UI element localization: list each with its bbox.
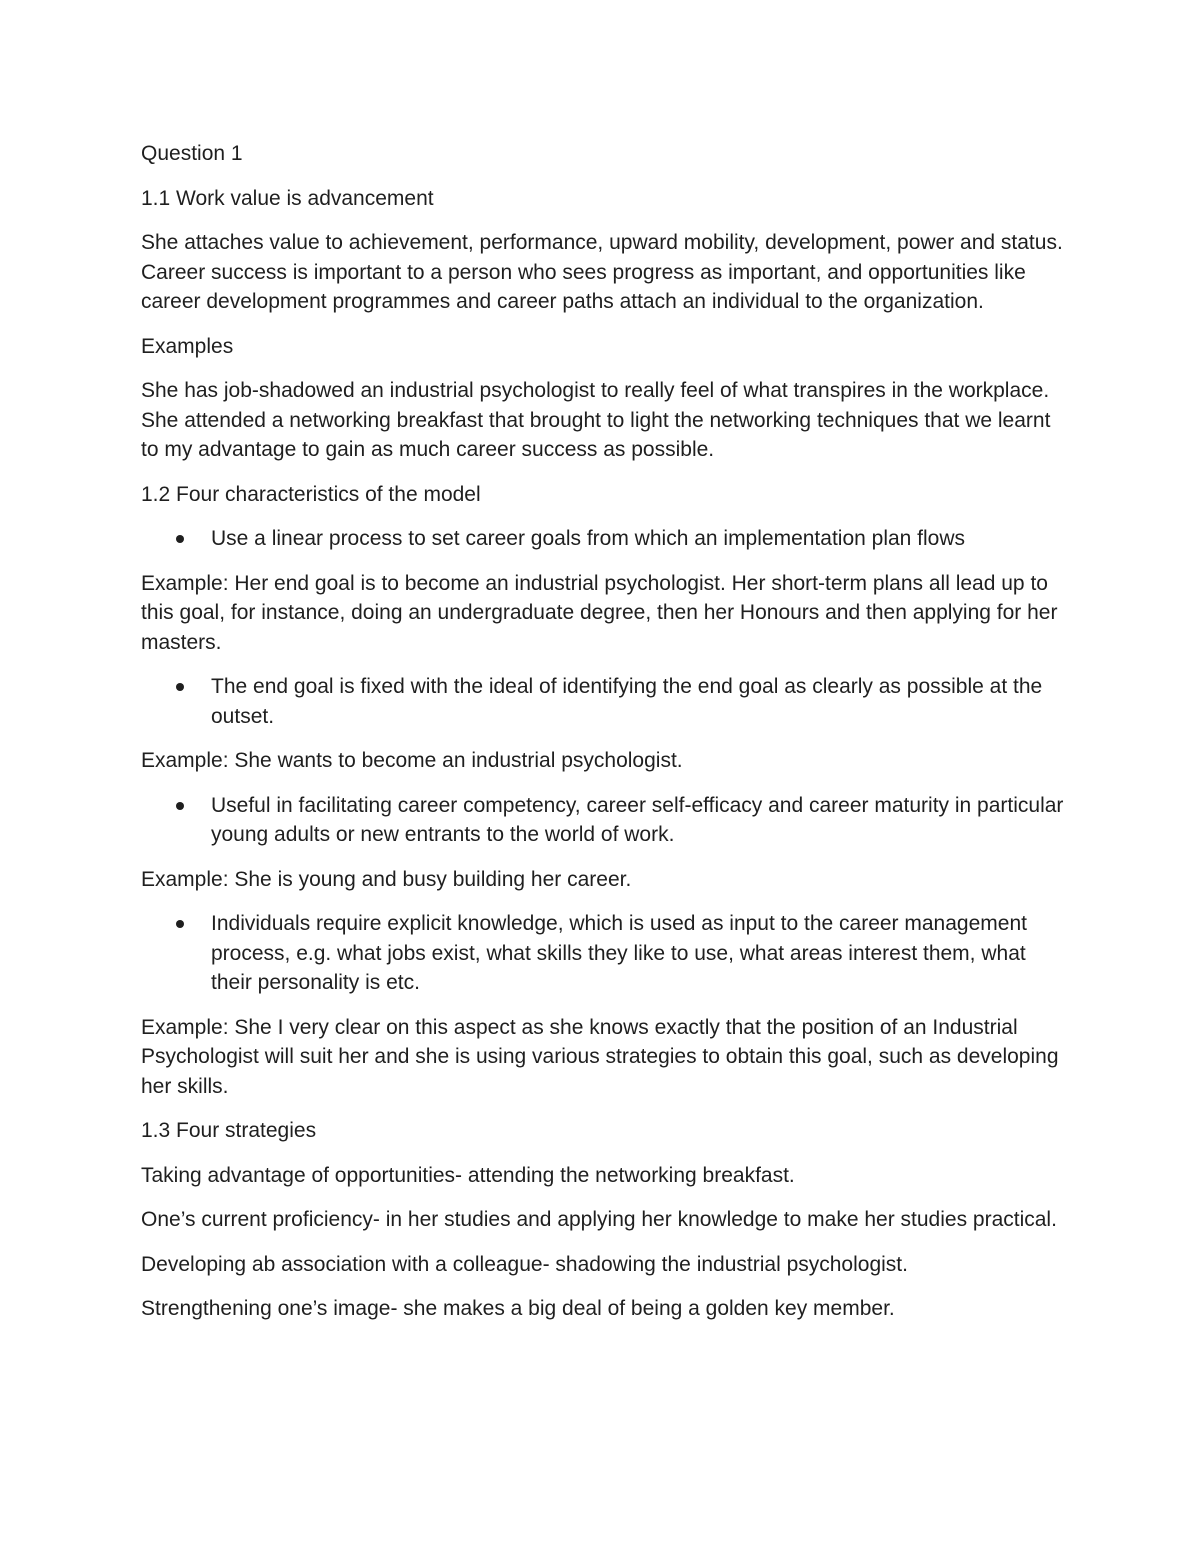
example-paragraph: Example: She wants to become an industrial psychologist. [141,749,683,772]
bullet-text: The end goal is fixed with the ideal of identifying the end goal as clearly as possible at the outset. [211,675,1043,728]
document-page [141,139,1071,1339]
bullet-icon [176,535,184,543]
section-heading-1-3: 1.3 Four strategies [141,1119,317,1142]
strategy-paragraph: Taking advantage of opportunities- attending the networking breakfast. [141,1163,795,1187]
question-heading: Question 1 [141,142,243,165]
example-paragraph: Example: She I very clear on this aspect as she knows exactly that the position of an Industrial Psychologist will suit her and she is using various strategies to obtain this goal, such as developing her skills. [141,1015,1059,1098]
bullet-text: Individuals require explicit knowledge, which is used as input to the career management process, e.g. what jobs exist, what skills they like to use, what areas interest them, what their personality is etc. [211,912,1027,994]
bullet-item [141,524,1071,554]
strategy-paragraph: One’s current proficiency- in her studies and applying her knowledge to make her studies practical. [141,1208,1057,1231]
bullet-icon [176,920,184,928]
bullet-text: Useful in facilitating career competency, career self-efficacy and career maturity in particular young adults or new entrants to the world of work. [211,793,1064,846]
paragraph: She attaches value to achievement, performance, upward mobility, development, power and status. Career success is important to a person who sees progress as important, and opportunities like career development programmes and career paths attach an individual to the organization. [141,231,1063,313]
bullet-icon [176,802,184,810]
paragraph: She has job-shadowed an industrial psychologist to really feel of what transpires in the workplace. She attended a networking breakfast that brought to light the networking techniques that we learnt to my advantage to gain as much career success as possible. [141,379,1051,461]
example-paragraph: Example: She is young and busy building her career. [141,867,632,891]
strategy-paragraph: Strengthening one’s image- she makes a big deal of being a golden key member. [141,1297,895,1320]
bullet-icon [176,683,184,691]
section-heading-1-2: 1.2 Four characteristics of the model [141,482,481,506]
example-paragraph: Example: Her end goal is to become an industrial psychologist. Her short-term plans all lead up to this goal, for instance, doing an undergraduate degree, then her Honours and then applying for her masters. [141,571,1058,654]
bullet-item [141,672,1071,731]
bullet-text: Use a linear process to set career goals from which an implementation plan flows [211,527,966,550]
bullet-item [141,791,1071,850]
strategy-paragraph: Developing ab association with a colleague- shadowing the industrial psychologist. [141,1252,908,1276]
subheading-examples: Examples [141,334,234,358]
section-heading-1-1: 1.1 Work value is advancement [141,186,434,210]
bullet-item [141,909,1071,998]
